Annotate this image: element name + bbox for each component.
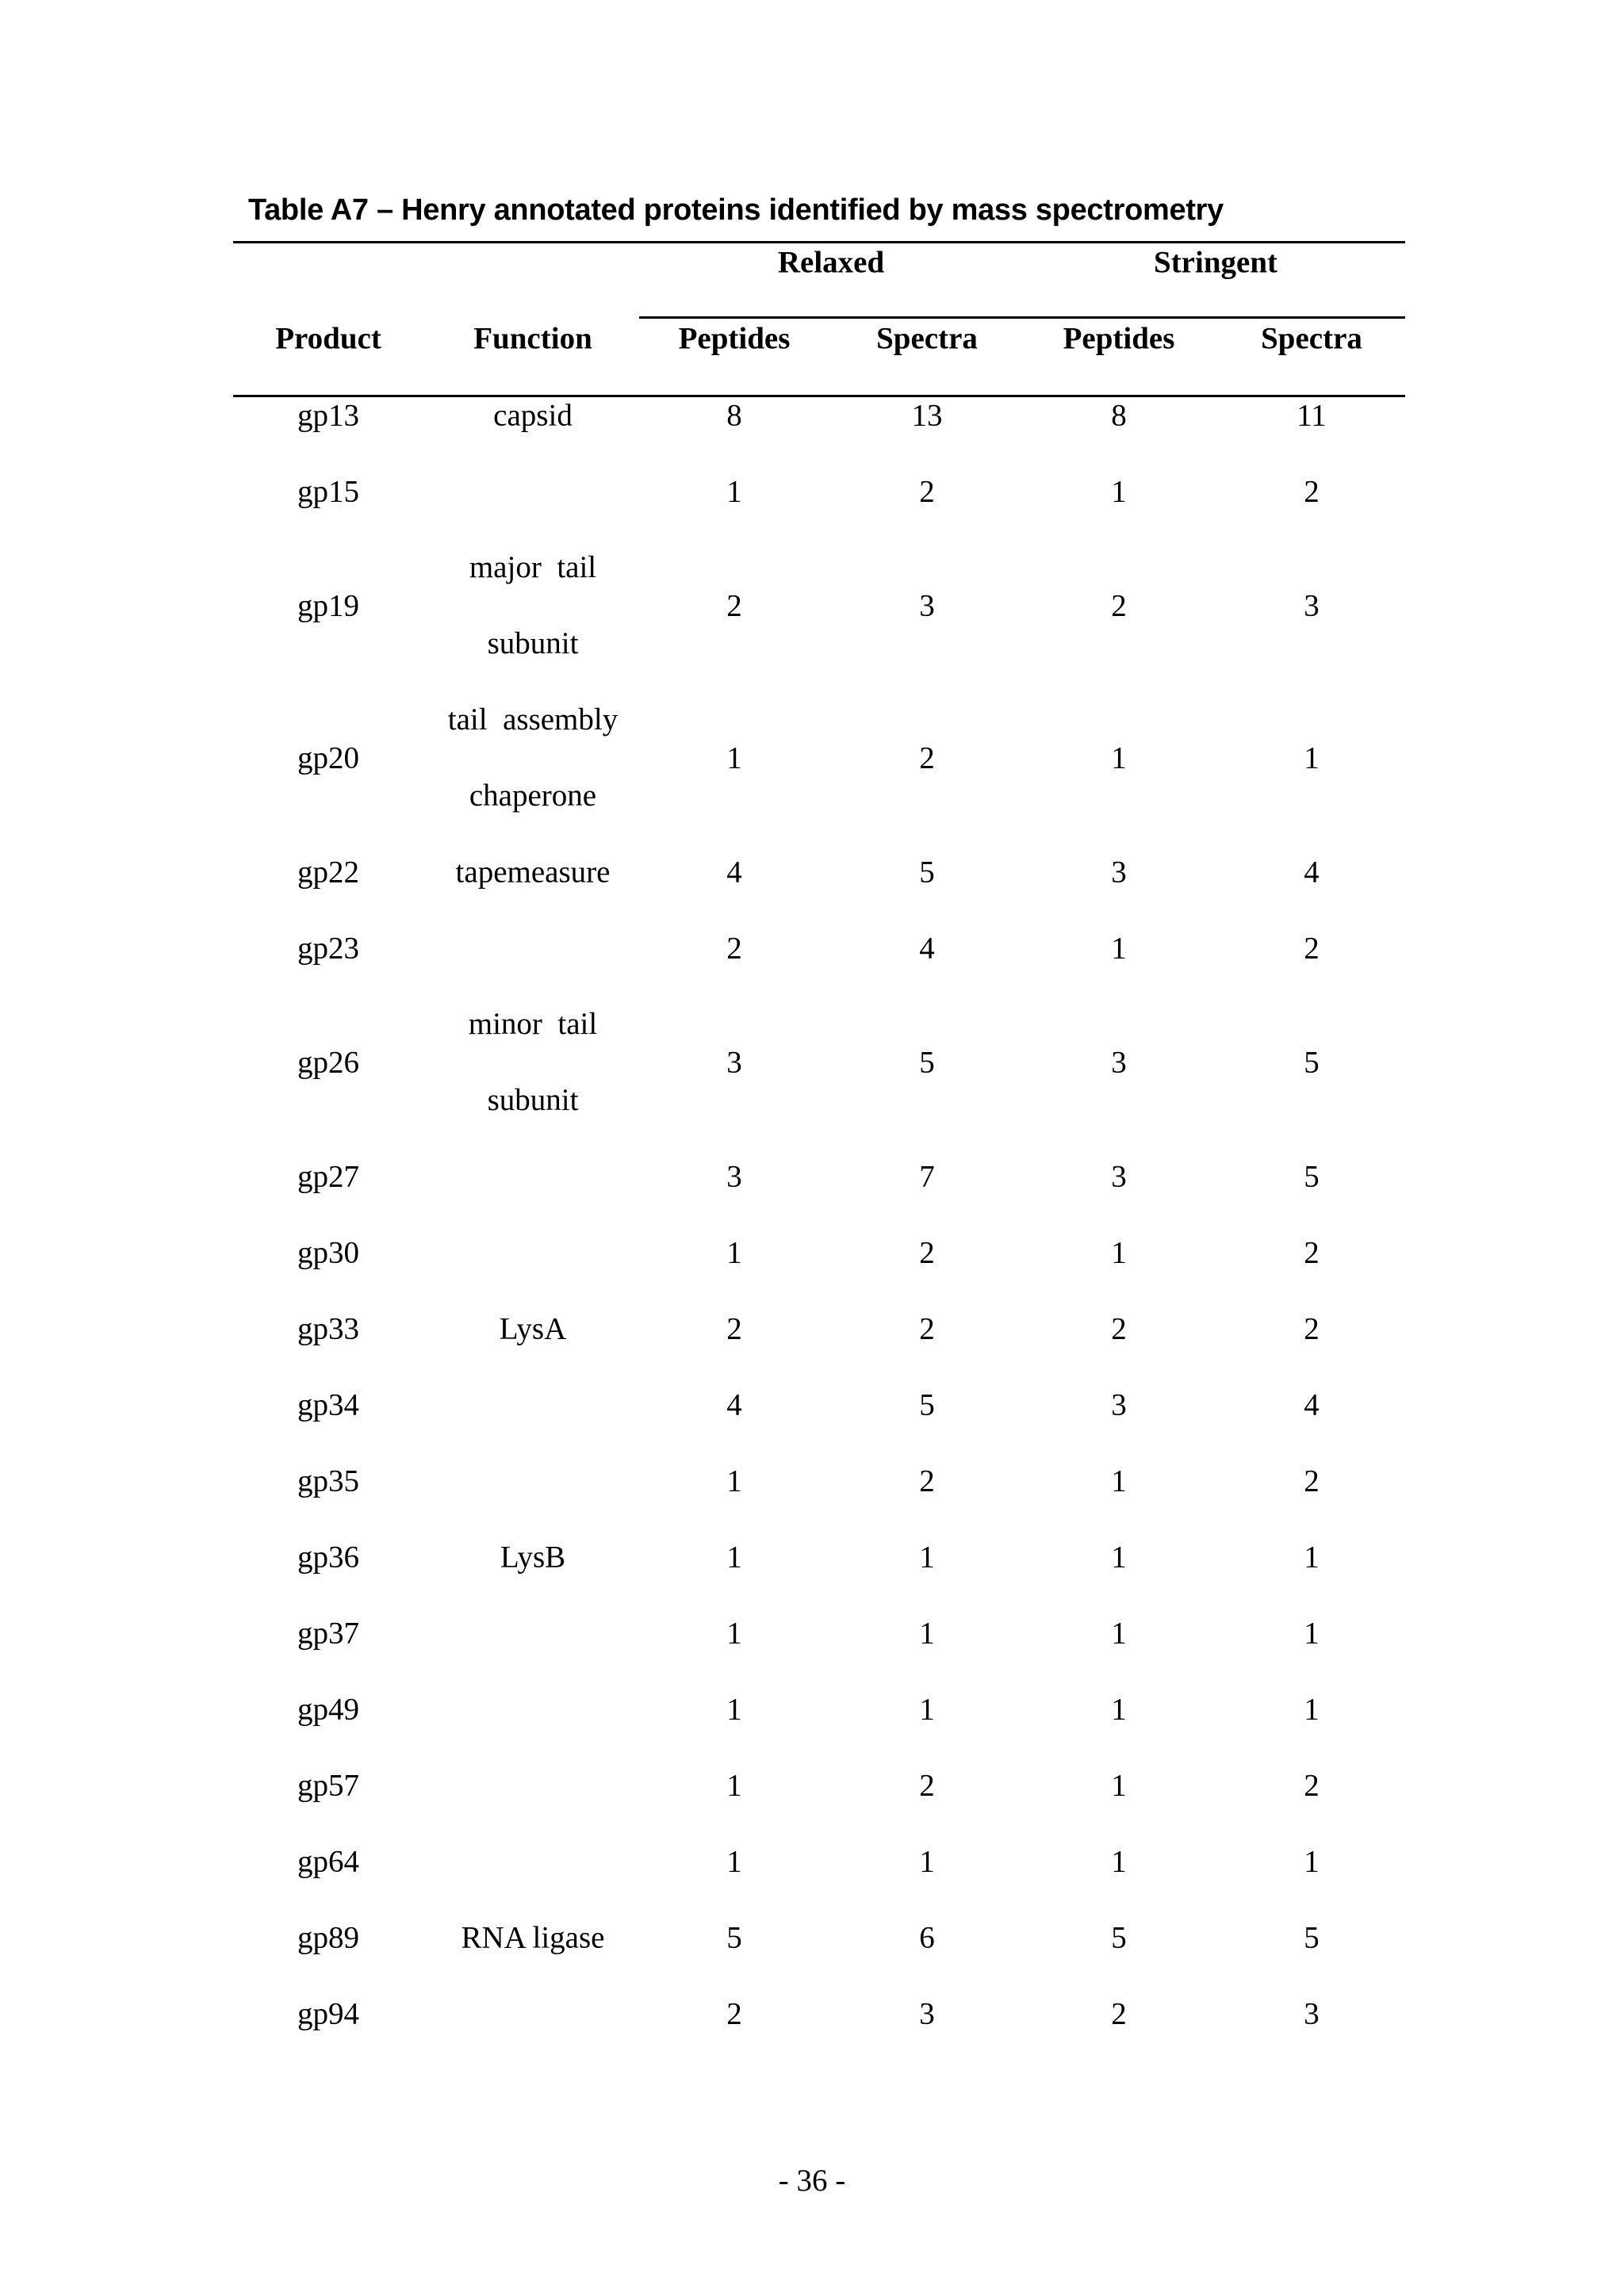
cell-function: capsid [493,398,573,433]
cell-stringent-peptides: 1 [1111,740,1127,775]
cell-function [469,530,596,682]
cell-product: gp33 [297,1311,359,1346]
cell-relaxed-spectra: 1 [919,1844,935,1879]
cell-product: gp35 [297,1464,359,1498]
cell-function-line: major tail [469,550,597,584]
cell-relaxed-spectra: 2 [919,740,935,775]
cell-stringent-peptides: 3 [1111,1159,1127,1194]
cell-relaxed-spectra: 3 [919,588,935,623]
cell-stringent-peptides: 2 [1111,588,1127,623]
cell-stringent-peptides: 1 [1111,1464,1127,1498]
cell-relaxed-spectra: 2 [919,1768,935,1803]
cell-stringent-spectra: 1 [1304,1616,1320,1651]
cell-function [469,986,597,1138]
cell-product: gp57 [297,1768,359,1803]
cell-product: gp15 [297,474,359,509]
cell-stringent-spectra: 11 [1297,398,1327,433]
cell-relaxed-peptides: 1 [726,740,742,775]
cell-relaxed-peptides: 1 [726,1768,742,1803]
cell-relaxed-spectra: 1 [919,1692,935,1727]
cell-stringent-spectra: 2 [1304,1235,1320,1270]
table-caption: Table A7 – Henry annotated proteins identified by mass spectrometry [248,193,1224,227]
cell-stringent-spectra: 1 [1304,1540,1320,1575]
table-top-rule [233,241,1405,243]
cell-product: gp23 [297,931,359,966]
cell-product: gp37 [297,1616,359,1651]
cell-stringent-peptides: 1 [1111,931,1127,966]
cell-function-line: minor tail [468,1007,598,1041]
cell-relaxed-spectra: 2 [919,1311,935,1346]
cell-stringent-spectra: 2 [1304,474,1320,509]
cell-relaxed-peptides: 2 [726,931,742,966]
column-header-product: Product [275,321,381,356]
cell-relaxed-peptides: 2 [726,1311,742,1346]
header-bottom-rule [233,395,1405,397]
cell-stringent-spectra: 1 [1304,740,1320,775]
cell-relaxed-spectra: 5 [919,1045,935,1080]
cell-relaxed-peptides: 4 [726,855,742,890]
column-header-relaxed-spectra: Spectra [876,321,978,356]
cell-stringent-peptides: 3 [1111,855,1127,890]
cell-relaxed-peptides: 1 [726,1844,742,1879]
cell-relaxed-peptides: 3 [726,1159,742,1194]
cell-stringent-spectra: 4 [1304,855,1320,890]
cell-stringent-peptides: 1 [1111,1844,1127,1879]
cell-product: gp22 [297,855,359,890]
cell-stringent-peptides: 2 [1111,1311,1127,1346]
cell-relaxed-spectra: 6 [919,1920,935,1955]
cell-relaxed-peptides: 1 [726,1692,742,1727]
cell-relaxed-spectra: 3 [919,1996,935,2031]
cell-stringent-spectra: 5 [1304,1045,1320,1080]
cell-stringent-peptides: 5 [1111,1920,1127,1955]
cell-stringent-peptides: 1 [1111,1768,1127,1803]
cell-relaxed-spectra: 5 [919,855,935,890]
cell-function [448,682,618,834]
page-number: - 36 - [778,2164,846,2198]
cell-stringent-spectra: 2 [1304,1768,1320,1803]
cell-relaxed-peptides: 8 [726,398,742,433]
cell-product: gp26 [297,1045,359,1080]
cell-product: gp34 [297,1387,359,1422]
cell-stringent-peptides: 1 [1111,1235,1127,1270]
cell-stringent-peptides: 1 [1111,474,1127,509]
cell-relaxed-spectra: 2 [919,1235,935,1270]
cell-product: gp19 [297,588,359,623]
cell-product: gp89 [297,1920,359,1955]
cell-stringent-spectra: 3 [1304,588,1320,623]
cell-function-line: chaperone [469,779,597,813]
group-header-stringent: Stringent [1154,245,1277,280]
cell-relaxed-spectra: 7 [919,1159,935,1194]
cell-relaxed-peptides: 1 [726,1540,742,1575]
cell-product: gp36 [297,1540,359,1575]
cell-product: gp30 [297,1235,359,1270]
column-header-relaxed-peptides: Peptides [678,321,791,356]
cell-relaxed-peptides: 2 [726,588,742,623]
cell-product: gp27 [297,1159,359,1194]
cell-product: gp64 [297,1844,359,1879]
column-header-function: Function [473,321,592,356]
cell-function-line: tail assembly [447,702,619,737]
cell-function-line: subunit [487,626,579,660]
cell-product: gp20 [297,740,359,775]
cell-product: gp49 [297,1692,359,1727]
cell-stringent-spectra: 4 [1304,1387,1320,1422]
cell-stringent-peptides: 1 [1111,1692,1127,1727]
cell-relaxed-peptides: 1 [726,1235,742,1270]
cell-stringent-spectra: 1 [1304,1692,1320,1727]
cell-stringent-spectra: 5 [1304,1159,1320,1194]
cell-stringent-peptides: 2 [1111,1996,1127,2031]
cell-function: RNA ligase [461,1920,605,1955]
cell-stringent-peptides: 3 [1111,1387,1127,1422]
cell-function: LysB [500,1540,566,1575]
cell-relaxed-peptides: 1 [726,474,742,509]
column-header-stringent-spectra: Spectra [1261,321,1362,356]
cell-relaxed-peptides: 4 [726,1387,742,1422]
cell-relaxed-spectra: 5 [919,1387,935,1422]
cell-stringent-peptides: 1 [1111,1616,1127,1651]
cell-stringent-spectra: 5 [1304,1920,1320,1955]
cell-function-line: subunit [487,1083,579,1117]
cell-stringent-spectra: 2 [1304,1464,1320,1498]
cell-product: gp94 [297,1996,359,2031]
cell-function: LysA [499,1311,567,1346]
column-header-stringent-peptides: Peptides [1063,321,1175,356]
cell-relaxed-spectra: 13 [911,398,943,433]
cell-stringent-peptides: 8 [1111,398,1127,433]
cell-relaxed-peptides: 3 [726,1045,742,1080]
cell-relaxed-spectra: 1 [919,1616,935,1651]
cell-stringent-spectra: 1 [1304,1844,1320,1879]
group-header-rule [639,316,1405,319]
cell-stringent-peptides: 3 [1111,1045,1127,1080]
cell-relaxed-spectra: 4 [919,931,935,966]
cell-stringent-spectra: 2 [1304,1311,1320,1346]
cell-relaxed-peptides: 1 [726,1464,742,1498]
cell-stringent-peptides: 1 [1111,1540,1127,1575]
cell-relaxed-peptides: 2 [726,1996,742,2031]
cell-relaxed-spectra: 1 [919,1540,935,1575]
cell-relaxed-peptides: 5 [726,1920,742,1955]
cell-stringent-spectra: 2 [1304,931,1320,966]
cell-function: tapemeasure [455,855,611,890]
cell-product: gp13 [297,398,359,433]
group-header-relaxed: Relaxed [777,245,885,280]
cell-stringent-spectra: 3 [1304,1996,1320,2031]
cell-relaxed-spectra: 2 [919,1464,935,1498]
cell-relaxed-peptides: 1 [726,1616,742,1651]
cell-relaxed-spectra: 2 [919,474,935,509]
